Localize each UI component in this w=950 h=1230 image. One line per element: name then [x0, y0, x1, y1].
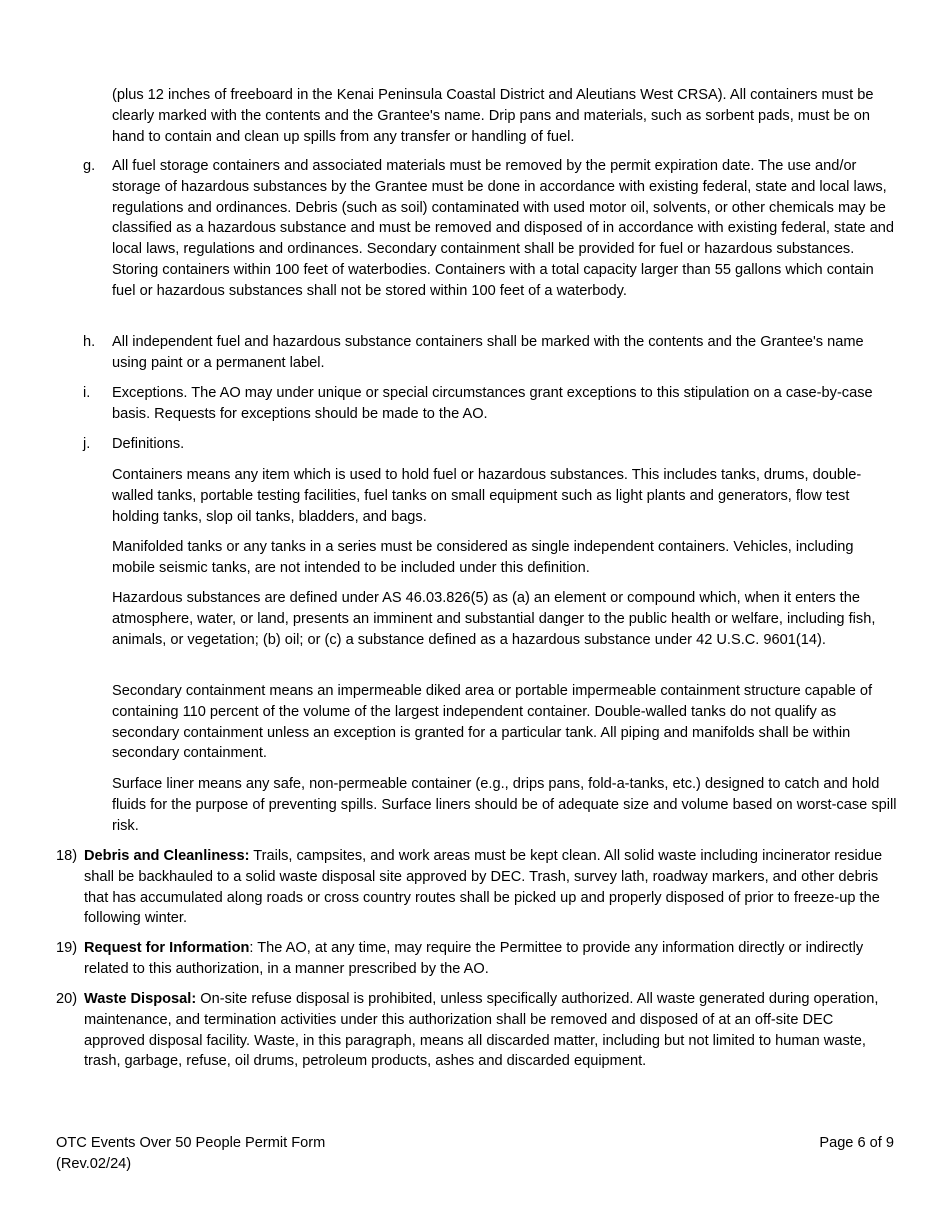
footer-form-info — [56, 1133, 325, 1175]
list-item-text: Exceptions. The AO may under unique or special circumstances grant exceptions to this stipulation on a case-by-case basis. Requests for exceptions should be made to the AO. — [112, 385, 873, 422]
clause-number: 20) — [56, 991, 78, 1007]
definition-hazardous-substances: Hazardous substances are defined under AS 46.03.826(5) as (a) an element or compound which, when it enters the atmosphere, water, or land, presents an imminent and substantial danger to the public health or welfare, including fish, animals, or vegetation; (b) oil; or (c) a substance defined as a hazardous substance under 42 U.S.C. 9601(14). — [112, 590, 876, 648]
list-marker: j. — [83, 436, 91, 452]
footer-form-name: OTC Events Over 50 People Permit Form — [56, 1135, 326, 1151]
list-item-text: All fuel storage containers and associated materials must be removed by the permit expiration date. The use and/or storage of hazardous substances by the Grantee must be done in accordance with existing federal, state and local laws, regulations and ordinances. Debris (such as soil) contaminated with used motor oil, solvents, or other chemicals may be classified as a hazardous substance and must be removed and disposed of in accordance with existing federal, state and local laws, regulations and ordinances. Secondary containment shall be provided for fuel or hazardous substances. Storing containers within 100 feet of waterbodies. Containers with a total capacity larger than 55 gallons which contain fuel or hazardous substances shall not be stored within 100 feet of a waterbody. — [112, 158, 895, 299]
list-item-h — [83, 332, 898, 374]
footer-page-number: Page 6 of 9 — [819, 1135, 894, 1151]
clause-text: On-site refuse disposal is prohibited, unless specifically authorized. All waste generated during operation, maintenance, and termination activities under this authorization shall be removed and disposed of at an off-site DEC approved disposal facility. Waste, in this paragraph, means all discarded matter, including but not limited to human waste, trash, garbage, refuse, oil drums, petroleum products, ashes and discarded equipment. — [84, 991, 879, 1070]
list-item-text: All independent fuel and hazardous substance containers shall be marked with the contents and the Grantee's name using paint or a permanent label. — [112, 334, 864, 371]
list-marker: h. — [83, 334, 96, 350]
clause-18-debris-and-cleanliness — [56, 846, 898, 929]
clause-title: Request for Information — [84, 940, 250, 956]
clause-title: Waste Disposal: — [84, 991, 197, 1007]
list-marker: i. — [83, 385, 91, 401]
continuation-paragraph: (plus 12 inches of freeboard in the Kenai Peninsula Coastal District and Aleutians West CRSA). All containers must be clearly marked with the contents and the Grantee's name. Drip pans and materials, such as sorbent pads, must be on hand to contain and clean up spills from any transfer or handling of fuel. — [112, 87, 874, 145]
definition-containers: Containers means any item which is used to hold fuel or hazardous substances. This includes tanks, drums, double-walled tanks, portable testing facilities, fuel tanks on small equipment such as light plants and generators, flow test holding tanks, slop oil tanks, bladders, and bags. — [112, 467, 862, 525]
footer-revision: (Rev.02/24) — [56, 1155, 132, 1172]
list-item-g — [83, 156, 898, 302]
clause-20-waste-disposal — [56, 989, 898, 1072]
clause-19-request-for-information — [56, 938, 898, 980]
clause-text: Trails, campsites, and work areas must be kept clean. All solid waste including incinerator residue shall be backhauled to a solid waste disposal site approved by DEC. Trash, survey lath, roadway markers, and other debris that has accumulated along roads or cross country routes shall be picked up and properly disposed of prior to freeze-up the following winter. — [84, 848, 883, 927]
definition-manifolded-tanks: Manifolded tanks or any tanks in a series must be considered as single independent containers. Vehicles, including mobile seismic tanks, are not intended to be included under this definition. — [112, 539, 854, 576]
list-marker: g. — [83, 158, 96, 174]
definition-surface-liner: Surface liner means any safe, non-permeable container (e.g., drips pans, fold-a-tanks, etc.) designed to catch and hold fluids for the purpose of preventing spills. Surface liners should be of adequate size and volume based on worst-case spill risk. — [112, 776, 897, 834]
clause-text: : The AO, at any time, may require the Permittee to provide any information directly or indirectly related to this authorization, in a manner prescribed by the AO. — [84, 940, 864, 977]
list-item-text: Definitions. — [112, 436, 185, 452]
clause-title: Debris and Cleanliness: — [84, 848, 250, 864]
clause-number: 18) — [56, 848, 78, 864]
clause-number: 19) — [56, 940, 78, 956]
list-item-j — [83, 434, 898, 455]
definition-secondary-containment: Secondary containment means an impermeable diked area or portable impermeable containment structure capable of containing 110 percent of the volume of the largest independent container. Double-walled tanks do not qualify as secondary containment unless an exception is granted for a particular tank. All piping and manifolds shall be within secondary containment. — [112, 683, 873, 762]
list-item-i — [83, 383, 898, 425]
